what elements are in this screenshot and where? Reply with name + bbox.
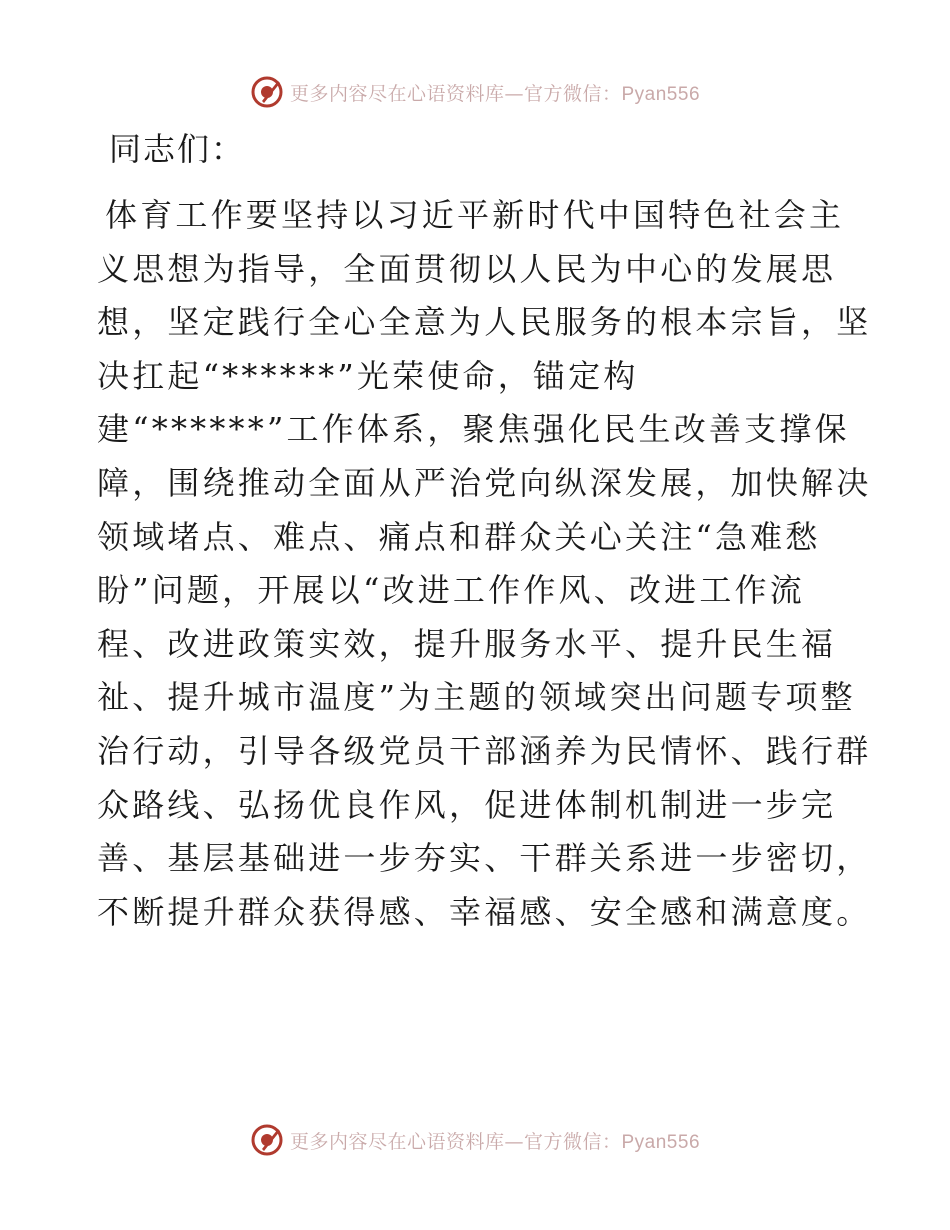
footer-wechat-id: Pyan556 [621,1131,701,1153]
paragraph-line: 盼”问题，开展以“改进工作作风、改进工作流 [97,571,805,610]
header-banner-text: 更多内容尽在心语资料库—官方微信：Pyan556 [289,82,701,105]
paragraph-line: 障，围绕推动全面从严治党向纵深发展，加快解决 [97,463,872,502]
paragraph-line: 决扛起“******”光荣使命，锚定构 [97,356,639,395]
paragraph-line: 治行动，引导各级党员干部涵养为民情怀、践行群 [97,731,872,770]
paragraph-line: 想，坚定践行全心全意为人民服务的根本宗旨，坚 [97,303,872,342]
paragraph-line: 建“******”工作体系，聚焦强化民生改善支撑保 [97,410,850,449]
quill-logo-icon [250,75,284,109]
paragraph-line: 众路线、弘扬优良作风，促进体制机制进一步完 [97,785,837,824]
paragraph-line: 程、改进政策实效，提升服务水平、提升民生福 [97,624,837,663]
header-watermark-banner [0,72,950,112]
speech-paragraph [97,189,872,939]
footer-watermark-banner [0,1120,950,1160]
paragraph-line: 善、基层基础进一步夯实、干群关系进一步密切， [97,839,872,878]
footer-banner-text: 更多内容尽在心语资料库—官方微信：Pyan556 [289,1130,701,1153]
document-body [97,123,872,939]
paragraph-line: 祉、提升城市温度”为主题的领域突出问题专项整 [97,678,856,717]
paragraph-line: 领域堵点、难点、痛点和群众关心关注“急难愁 [97,517,821,556]
quill-logo-icon [250,1123,284,1157]
header-wechat-id: Pyan556 [621,83,701,105]
greeting: 同志们： [109,130,246,168]
paragraph-line: 体育工作要坚持以习近平新时代中国特色社会主 [105,196,845,234]
paragraph-line: 义思想为指导，全面贯彻以人民为中心的发展思 [97,249,837,288]
paragraph-line: 不断提升群众获得感、幸福感、安全感和满意度。 [97,892,872,931]
